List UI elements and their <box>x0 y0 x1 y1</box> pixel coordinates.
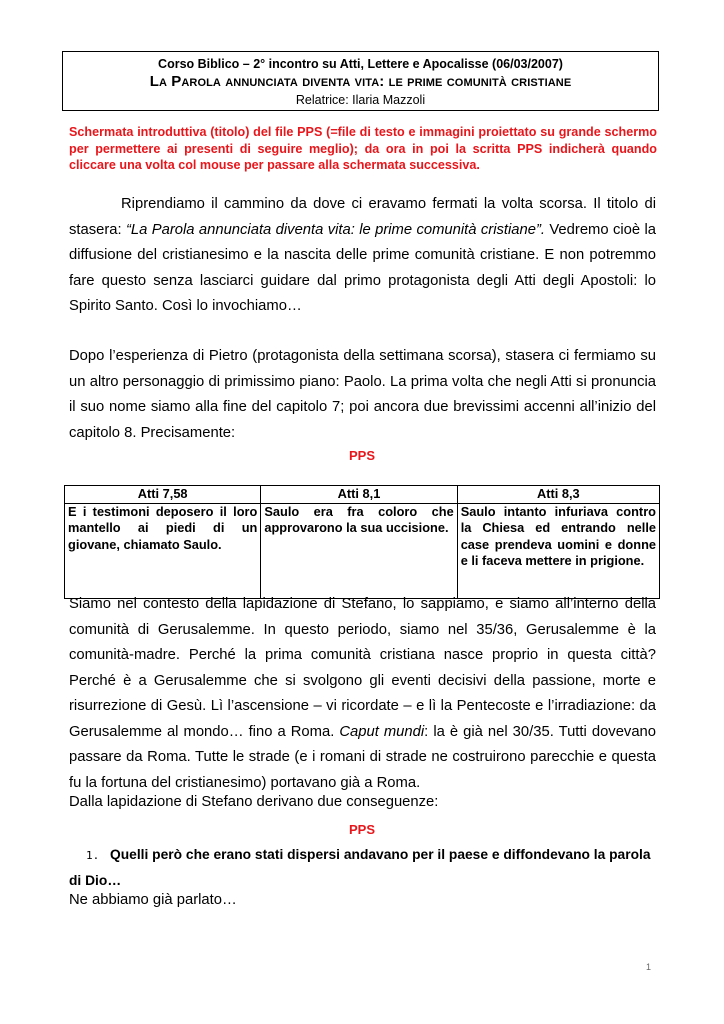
paragraph-1 <box>69 192 656 320</box>
verses-table <box>64 485 660 599</box>
paragraph-1-quote: “La Parola annunciata diventa vita: le prime comunità cristiane”. <box>126 221 546 238</box>
table-cell: Saulo era fra coloro che approvarono la sua uccisione. <box>261 503 457 598</box>
paragraph-3-italic: Caput mundi <box>339 723 425 740</box>
list-text: Quelli però che erano stati dispersi andavano per il paese e diffondevano la parola di Dio… <box>69 847 651 888</box>
header-box <box>62 51 659 111</box>
paragraph-1-part1: Riprendiamo il cammino da dove ci eravamo fermati la volta scorsa. Il titolo di stasera: <box>69 196 656 238</box>
document-title: La Parola annunciata diventa vita: le prime comunità cristiane <box>149 73 572 90</box>
page-number: 1 <box>646 962 652 972</box>
table-header-cell: Atti 7,58 <box>65 486 261 504</box>
paragraph-4: Dalla lapidazione di Stefano derivano due conseguenze: <box>69 794 439 810</box>
table-header-cell: Atti 8,1 <box>261 486 457 504</box>
paragraph-5: Ne abbiamo già parlato… <box>69 892 237 908</box>
speaker-line: Relatrice: Ilaria Mazzoli <box>295 93 426 107</box>
table-header-row <box>65 486 660 504</box>
table-row <box>65 503 660 598</box>
intro-note: Schermata introduttiva (titolo) del file PPS (=file di testo e immagini proiettato su grande schermo per permettere ai presenti di seguire meglio); da ora in poi la scritta PPS indicherà quando cliccare una volta col mouse per passare alla schermata successiva. <box>69 125 657 172</box>
paragraph-2: Dopo l’esperienza di Pietro (protagonista della settimana scorsa), stasera ci fermiamo su un altro personaggio di primissimo piano: Paolo. La prima volta che negli Atti si pronuncia il suo nome siamo alla fine del capitolo 7; poi ancora due brevissimi accenni all’inizio del capitolo 8. Precisamente: <box>69 348 656 441</box>
paragraph-1-part2: Vedremo cioè la diffusione del cristianesimo e la nascita delle prime comunità cristiane. E non potremmo fare questo senza lasciarci guidare dal primo protagonista degli Atti degli Apostoli: lo Spirito Santo. Così lo invochiamo… <box>69 221 656 314</box>
paragraph-3-part2: : la è già nel 30/35. Tutti dovevano passare da Roma. Tutte le strade (e i romani di strade ne costruirono parecchie e questa fu la fortuna del cristianesimo) portavano già a Roma. <box>69 723 657 791</box>
table-cell: Saulo intanto infuriava contro la Chiesa ed entrando nelle case prendeva uomini e donne e li faceva mettere in prigione. <box>457 503 659 598</box>
paragraph-3-part1: Siamo nel contesto della lapidazione di Stefano, lo sappiamo, e siamo all’interno della comunità di Gerusalemme. In questo periodo, siamo nel 35/36, Gerusalemme è la comunità-madre. Perché la prima comunità cristiana nasce proprio in questa città? Perché è a Gerusalemme che si svolgono gli eventi decisivi della passione, morte e risurrezione di Gesù. Lì l’ascensione – vi ricordate – e lì la Pentecoste e l’irradiazione: da Gerusalemme al mondo… fino a Roma. <box>69 596 656 740</box>
pps-marker-2: PPS <box>348 822 375 837</box>
paragraph-3 <box>69 592 656 796</box>
pps-marker-1: PPS <box>348 448 375 463</box>
table-header-cell: Atti 8,3 <box>457 486 659 504</box>
list-number: 1. <box>86 849 100 862</box>
course-line: Corso Biblico – 2° incontro su Atti, Lettere e Apocalisse (06/03/2007) <box>158 57 563 71</box>
table-cell: E i testimoni deposero il loro mantello ai piedi di un giovane, chiamato Saulo. <box>65 503 261 598</box>
list-item <box>69 842 656 893</box>
